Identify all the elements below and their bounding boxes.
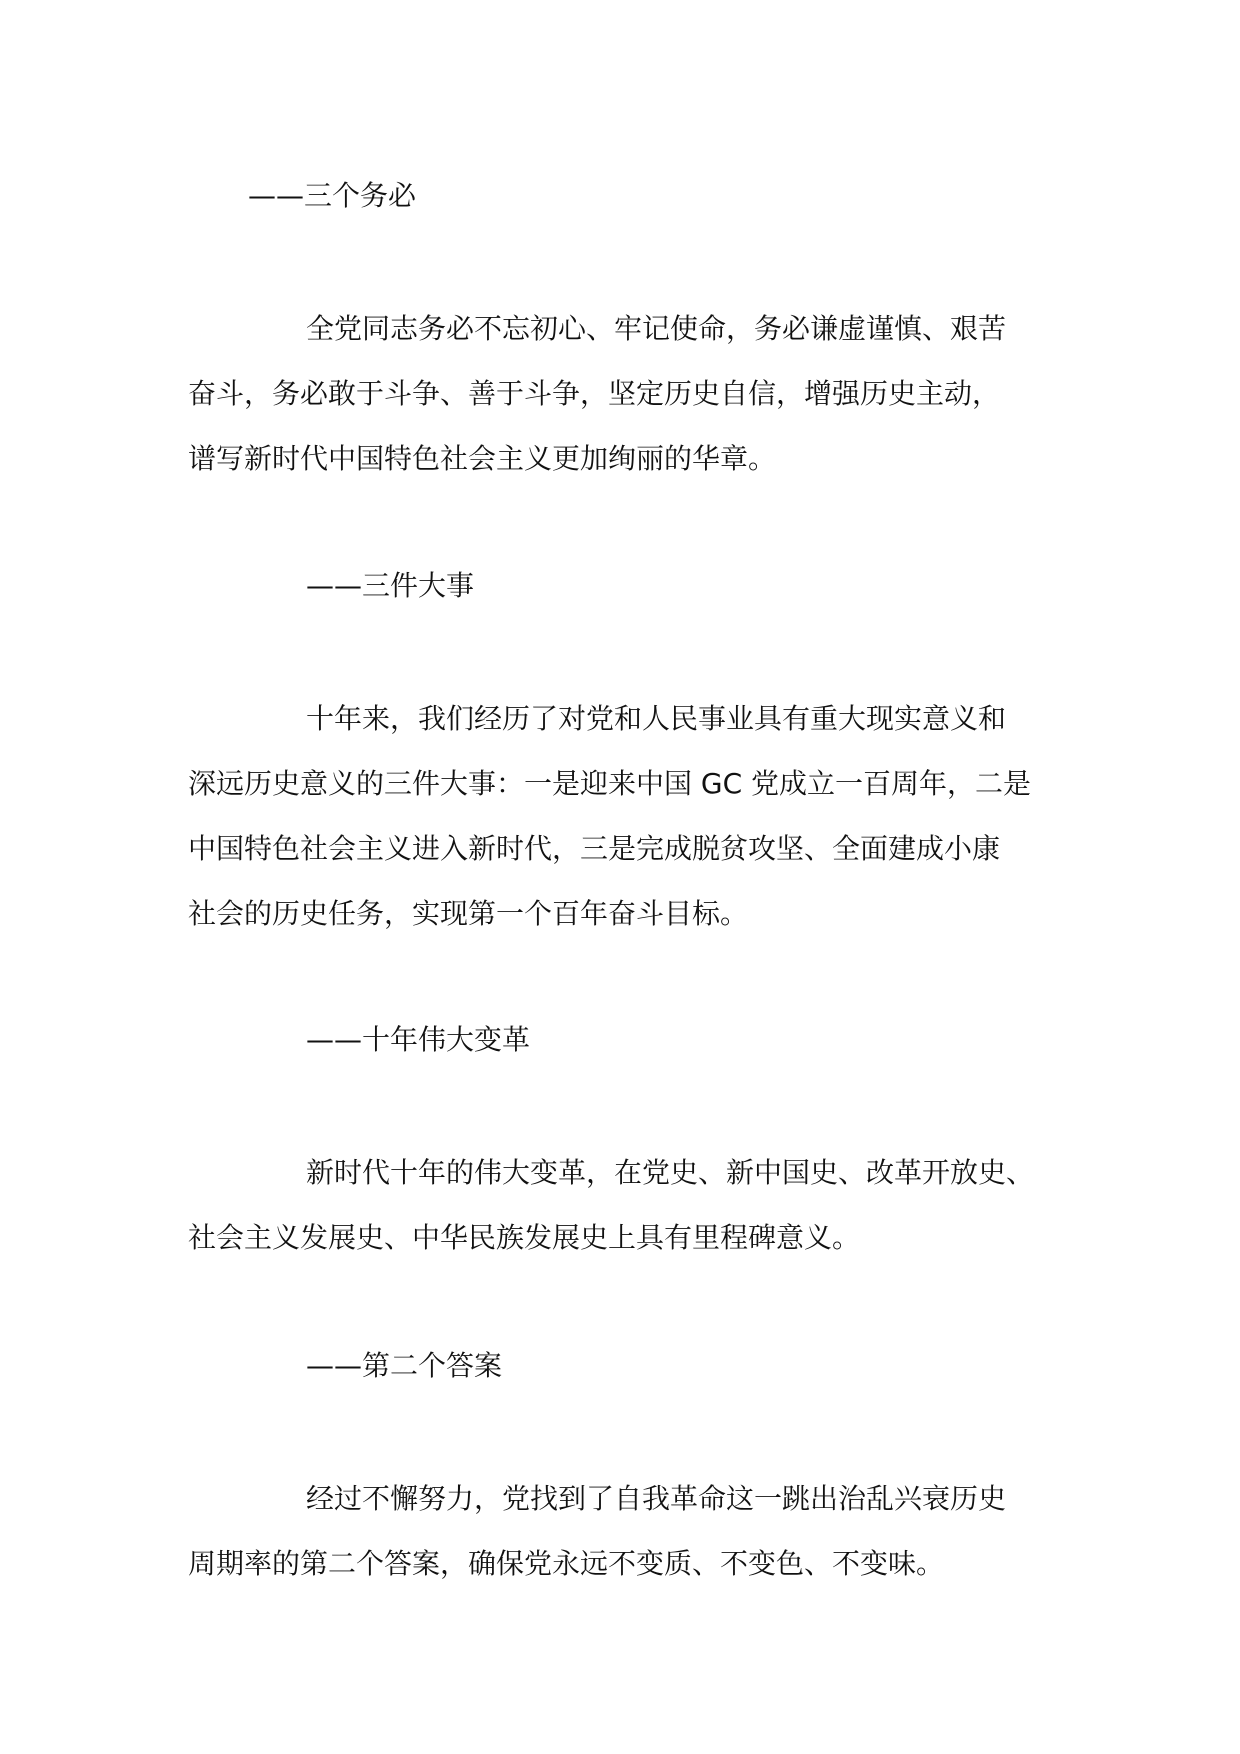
paragraph-line: 经过不懈努力，党找到了自我革命这一跳出治乱兴衰历史 [306,1482,1007,1515]
paragraph-line: 周期率的第二个答案，确保党永远不变质、不变色、不变味。 [188,1547,945,1580]
section-heading-three-musts: ——三个务必 [248,179,417,212]
paragraph-line: 谱写新时代中国特色社会主义更加绚丽的华章。 [188,442,777,475]
paragraph-line: 新时代十年的伟大变革，在党史、新中国史、改革开放史、 [306,1156,1035,1189]
paragraph-line: 全党同志务必不忘初心、牢记使命，务必谦虚谨慎、艰苦 [306,312,1007,345]
paragraph-line: 十年来，我们经历了对党和人民事业具有重大现实意义和 [306,702,1007,735]
section-heading-decade-transformation: ——十年伟大变革 [306,1023,531,1056]
section-heading-second-answer: ——第二个答案 [306,1349,503,1382]
section-heading-three-major-events: ——三件大事 [306,569,475,602]
paragraph-line: 深远历史意义的三件大事：一是迎来中国 GC 党成立一百周年，二是 [188,767,1032,800]
section-paragraph-three-musts [188,296,1068,491]
section-paragraph-three-major-events [188,686,1068,946]
paragraph-line: 中国特色社会主义进入新时代，三是完成脱贫攻坚、全面建成小康 [188,832,1001,865]
paragraph-line: 奋斗，务必敢于斗争、善于斗争，坚定历史自信，增强历史主动， [188,377,1001,410]
section-paragraph-decade-transformation [188,1140,1068,1270]
paragraph-line: 社会主义发展史、中华民族发展史上具有里程碑意义。 [188,1221,861,1254]
paragraph-line: 社会的历史任务，实现第一个百年奋斗目标。 [188,897,749,930]
section-paragraph-second-answer [188,1466,1068,1596]
